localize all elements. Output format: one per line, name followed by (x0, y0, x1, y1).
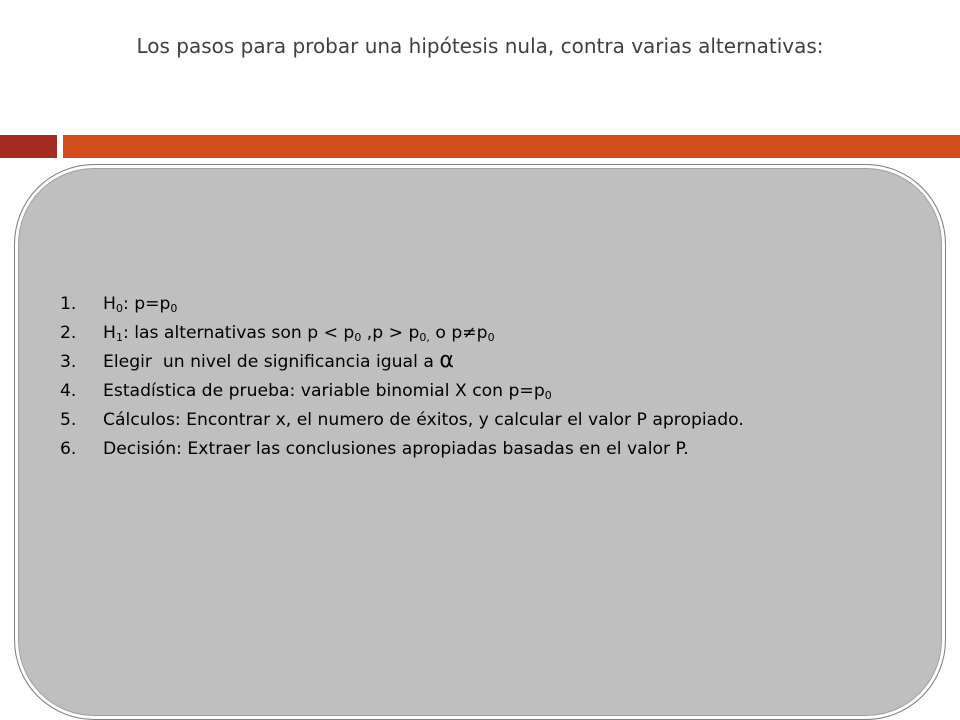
steps-list (60, 290, 744, 464)
step-text: Decisión: Extraer las conclusiones apropiadas basadas en el valor P. (103, 439, 689, 459)
list-item (60, 406, 744, 435)
step-number: 6. (60, 439, 77, 459)
list-item (60, 319, 744, 348)
list-item (60, 348, 744, 377)
accent-bar-left (0, 135, 57, 158)
slide-title: Los pasos para probar una hipótesis nula, contra varias alternativas: (136, 34, 824, 58)
step-text: Estadística de prueba: variable binomial X con $p=p_0$ (103, 381, 552, 402)
step-number: 1. (60, 294, 77, 314)
accent-bar-right (63, 135, 960, 158)
list-item (60, 377, 744, 406)
step-text: $H_1$: las alternativas son $p < p_0$ $,p > p_{0,}$ o $p\ne p_0$ (103, 323, 495, 344)
step-text: Cálculos: Encontrar x, el numero de éxitos, y calcular el valor P apropiado. (103, 410, 744, 430)
step-number: 3. (60, 352, 77, 372)
step-text: $H_0$: $p=p_0$ (103, 294, 178, 315)
list-item (60, 435, 744, 464)
step-number: 5. (60, 410, 77, 430)
step-number: 2. (60, 323, 77, 343)
step-text: Elegir un nivel de significancia igual a α (103, 348, 454, 373)
step-number: 4. (60, 381, 77, 401)
alpha-symbol: α (439, 348, 454, 373)
list-item (60, 290, 744, 319)
